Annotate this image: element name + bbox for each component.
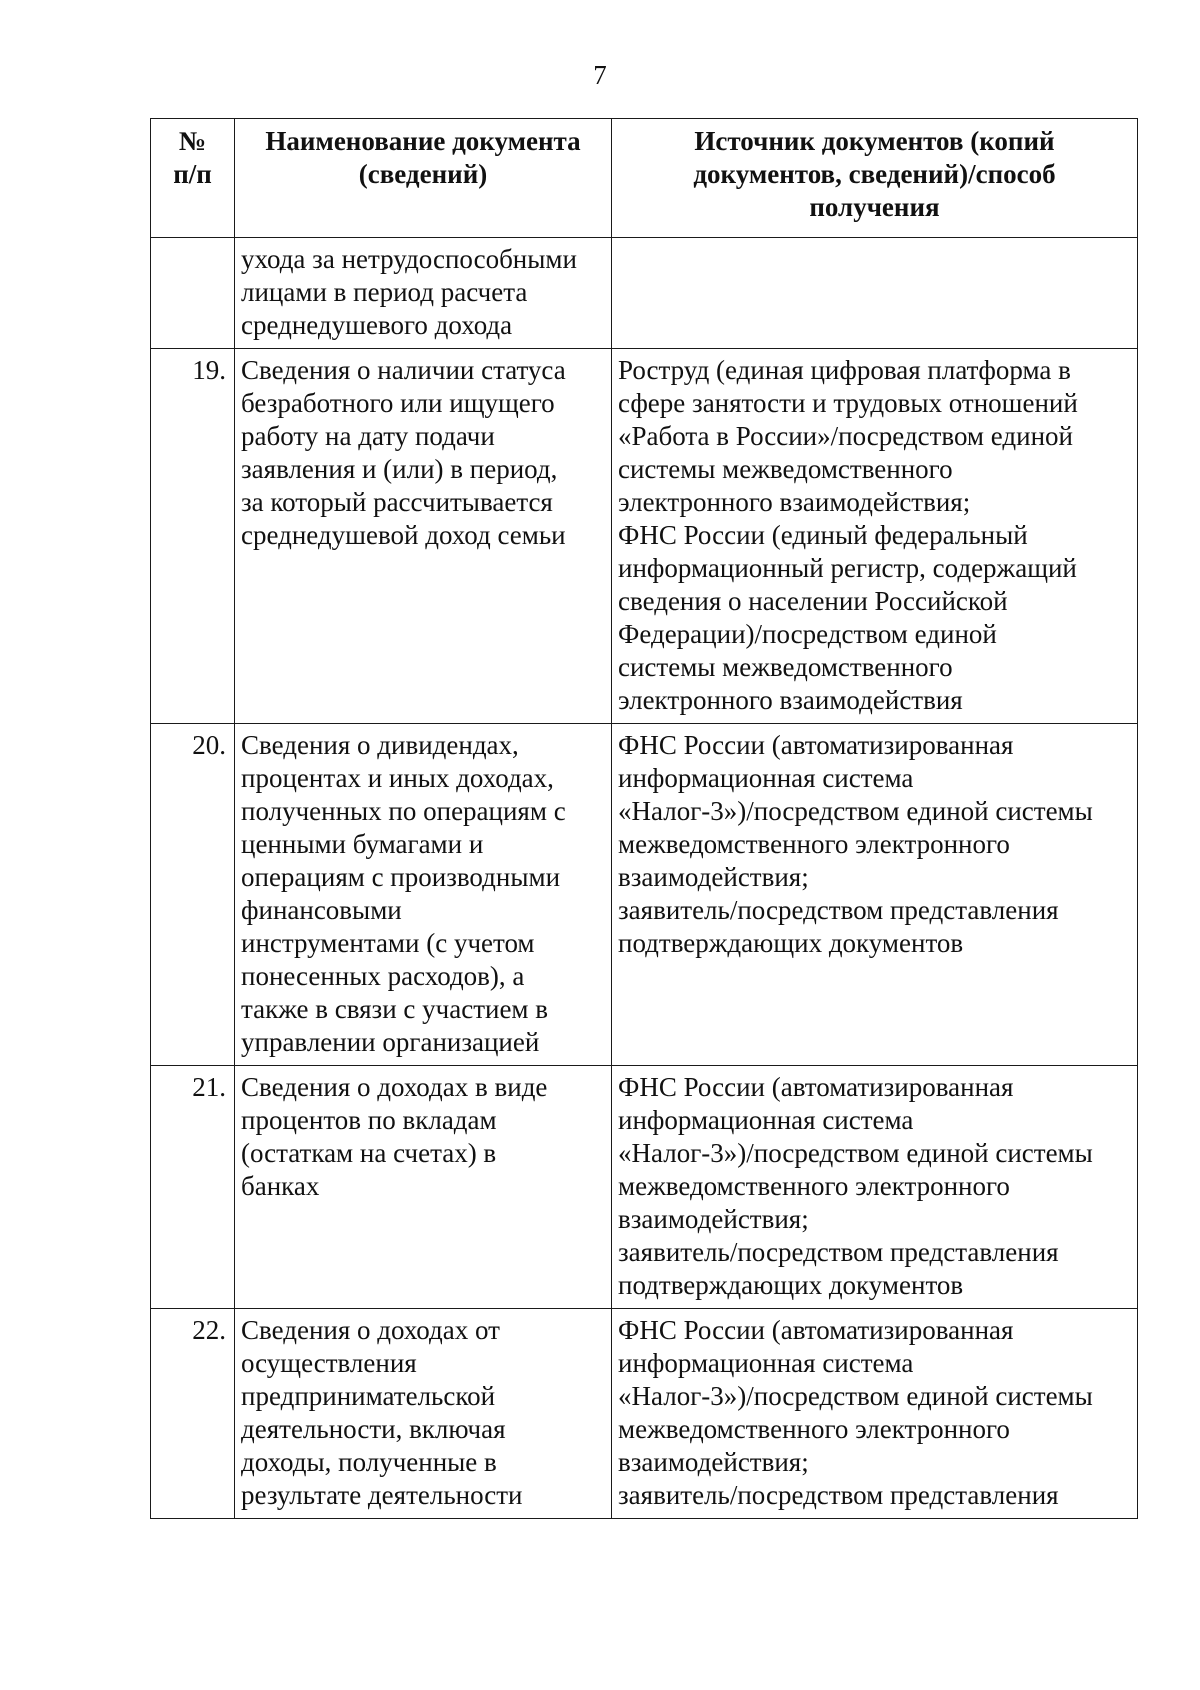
document-source-line: информационная система — [618, 1348, 914, 1378]
document-name-line: ценными бумагами и — [241, 829, 484, 859]
header-number — [151, 119, 235, 238]
header-line: № — [178, 126, 207, 156]
document-source-line: Федерации)/посредством единой — [618, 619, 997, 649]
header-line: документов, сведений)/способ — [693, 159, 1056, 189]
table-row — [151, 1066, 1138, 1309]
document-source-line: электронного взаимодействия — [618, 685, 963, 715]
document-name-line: Сведения о дивидендах, — [241, 730, 519, 760]
document-name-line: работу на дату подачи — [241, 421, 495, 451]
header-line: получения — [809, 192, 940, 222]
document-source-cell — [612, 724, 1138, 1066]
document-name-line: финансовыми — [241, 895, 402, 925]
document-source-line: электронного взаимодействия; — [618, 487, 971, 517]
document-name-line: доходы, полученные в — [241, 1447, 497, 1477]
document-name-line: среднедушевого дохода — [241, 310, 513, 340]
document-source-line: межведомственного электронного — [618, 1414, 1010, 1444]
document-source-line: ФНС России (автоматизированная — [618, 1315, 1014, 1345]
document-source-cell — [612, 349, 1138, 724]
document-source-cell — [612, 1066, 1138, 1309]
document-name-line: процентов по вкладам — [241, 1105, 497, 1135]
header-line: п/п — [173, 159, 212, 189]
document-source-line: заявитель/посредством представления — [618, 895, 1059, 925]
table-row — [151, 724, 1138, 1066]
document-source-line: информационный регистр, содержащий — [618, 553, 1077, 583]
document-source-line: информационная система — [618, 1105, 914, 1135]
row-number-cell: 21. — [151, 1066, 235, 1309]
document-source-line: «Налог-3»)/посредством единой системы — [618, 1138, 1093, 1168]
header-line: Наименование документа — [265, 126, 581, 156]
document-source-line: заявитель/посредством представления — [618, 1480, 1059, 1510]
document-source-line: системы межведомственного — [618, 454, 953, 484]
header-document-name — [235, 119, 612, 238]
document-source-cell — [612, 238, 1138, 349]
document-name-line: Сведения о наличии статуса — [241, 355, 566, 385]
header-line: (сведений) — [358, 159, 488, 189]
document-name-line: понесенных расходов), а — [241, 961, 525, 991]
document-source-line: информационная система — [618, 763, 914, 793]
document-name-line: осуществления — [241, 1348, 417, 1378]
document-source-line: «Налог-3»)/посредством единой системы — [618, 796, 1093, 826]
document-source-line: взаимодействия; — [618, 1204, 809, 1234]
page-number: 7 — [593, 60, 607, 90]
row-number-cell: 22. — [151, 1309, 235, 1519]
document-name-line: Сведения о доходах от — [241, 1315, 500, 1345]
document-source-line: системы межведомственного — [618, 652, 953, 682]
document-name-cell — [235, 1309, 612, 1519]
document-source-line: ФНС России (единый федеральный — [618, 520, 1028, 550]
document-name-cell — [235, 724, 612, 1066]
document-name-line: процентах и иных доходах, — [241, 763, 554, 793]
row-number-cell — [151, 238, 235, 349]
header-line: Источник документов (копий — [694, 126, 1055, 156]
document-name-line: за который рассчитывается — [241, 487, 553, 517]
document-source-line: сфере занятости и трудовых отношений — [618, 388, 1078, 418]
document-name-cell — [235, 349, 612, 724]
document-name-line: среднедушевой доход семьи — [241, 520, 566, 550]
table-header-row — [151, 119, 1138, 238]
document-name-line: полученных по операциям с — [241, 796, 566, 826]
document-name-line: инструментами (с учетом — [241, 928, 535, 958]
table-body — [151, 238, 1138, 1519]
document-source-line: межведомственного электронного — [618, 1171, 1010, 1201]
document-source-line: Роструд (единая цифровая платформа в — [618, 355, 1071, 385]
document-name-line: управлении организацией — [241, 1027, 540, 1057]
document-source-line: ФНС России (автоматизированная — [618, 1072, 1014, 1102]
document-source-line: взаимодействия; — [618, 1447, 809, 1477]
document-name-cell — [235, 1066, 612, 1309]
document-source-line: «Налог-3»)/посредством единой системы — [618, 1381, 1093, 1411]
row-number-cell: 19. — [151, 349, 235, 724]
document-name-line: банках — [241, 1171, 320, 1201]
document-source-line: «Работа в России»/посредством единой — [618, 421, 1073, 451]
document-source-line: подтверждающих документов — [618, 1270, 964, 1300]
documents-table — [150, 118, 1138, 1519]
document-source-cell — [612, 1309, 1138, 1519]
document-source-line: сведения о населении Российской — [618, 586, 1008, 616]
table-row — [151, 349, 1138, 724]
document-source-line: межведомственного электронного — [618, 829, 1010, 859]
document-name-line: операциям с производными — [241, 862, 561, 892]
table-row — [151, 1309, 1138, 1519]
document-name-line: лицами в период расчета — [241, 277, 528, 307]
row-number-cell: 20. — [151, 724, 235, 1066]
table-row — [151, 238, 1138, 349]
header-document-source — [612, 119, 1138, 238]
document-name-line: результате деятельности — [241, 1480, 523, 1510]
document-name-line: безработного или ищущего — [241, 388, 555, 418]
document-source-line: подтверждающих документов — [618, 928, 964, 958]
document-name-line: ухода за нетрудоспособными — [241, 244, 577, 274]
document-name-line: (остаткам на счетах) в — [241, 1138, 497, 1168]
document-name-line: предпринимательской — [241, 1381, 496, 1411]
document-name-line: деятельности, включая — [241, 1414, 506, 1444]
document-name-line: также в связи с участием в — [241, 994, 549, 1024]
document-source-line: заявитель/посредством представления — [618, 1237, 1059, 1267]
document-name-cell — [235, 238, 612, 349]
document-name-line: заявления и (или) в период, — [241, 454, 558, 484]
document-source-line: ФНС России (автоматизированная — [618, 730, 1014, 760]
document-name-line: Сведения о доходах в виде — [241, 1072, 548, 1102]
document-source-line: взаимодействия; — [618, 862, 809, 892]
